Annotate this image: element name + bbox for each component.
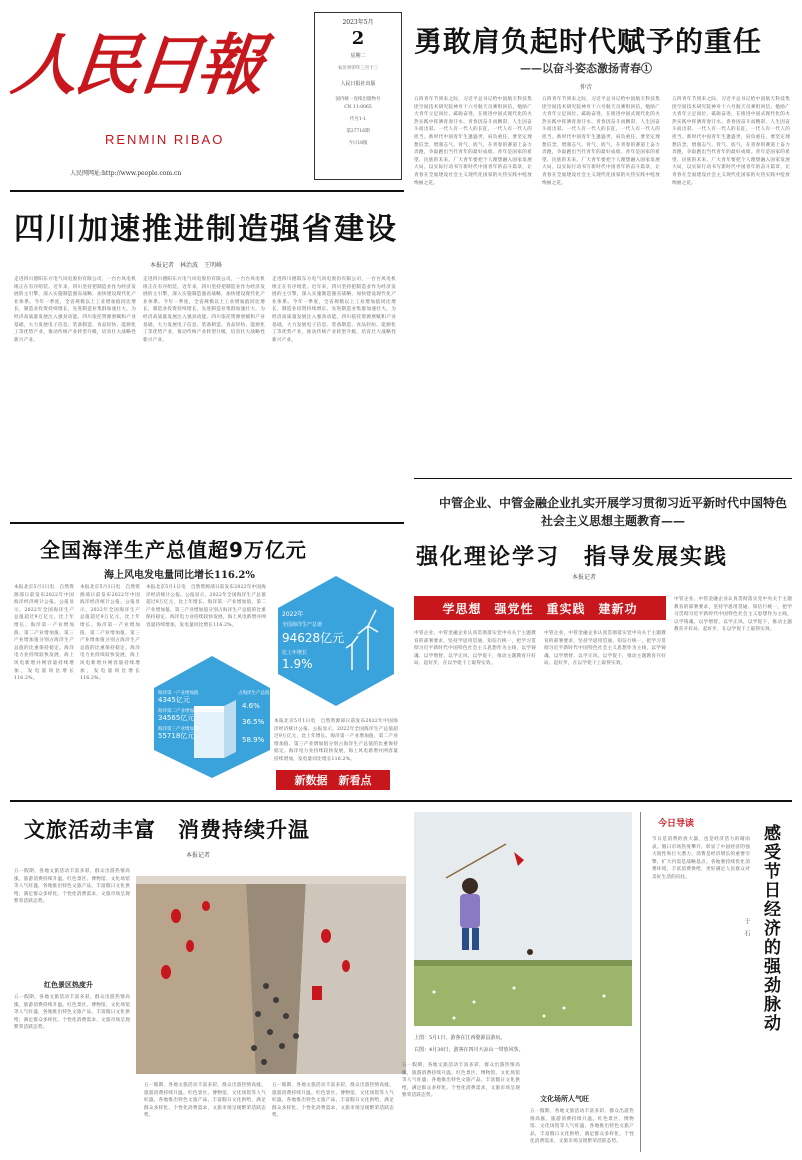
ocean-infographic — [146, 566, 398, 778]
info-share-0: 4.6% — [242, 702, 260, 710]
theory-kicker: 中管企业、中管金融企业扎实开展学习贯彻习近平新时代中国特色社会主义思想主题教育—— — [438, 496, 787, 528]
top-story-headline: 勇敢肩负起时代赋予的重任 — [414, 25, 763, 58]
issue-info-0: 农历癸卯年三月十三 — [337, 66, 379, 71]
ocean-col-2: 本报北京5月1日电 自然资源部日前发布2022年中国海洋经济统计公报。公报显示，2022年全国海洋生产总值超过9万亿元，比上年增长。海洋第一产业增加值、第二产业增加值、第三产业增加值分别占海洋生产总值的比重保持稳定。海洋电力业持续较快发展，海上风电新增并网容量持续增加，发电量同比增长116.2%。 — [80, 585, 140, 682]
top-story-col-3: 五四青年节到来之际，习近平总书记给中国航天科技集团空间技术研究院神舟十六号航天员乘组回信，勉励广大青年立足岗位、砥砺奋进，在推进中国式现代化的火热实践中挥洒青春汗水。青春因奋斗而精彩，人生因奋斗而出彩。一代人有一代人的长征，一代人有一代人的担当。新时代中国青年生逢盛世，肩负重任，要坚定理想信念，增强志气、骨气、底气，在青春的赛道上奋力奔跑，争取跑出当代青年的最好成绩。青年是国家的希望、民族的未来。广大青年要把个人理想融入国家发展大局，以实际行动书写新时代中国青年的奋斗篇章，让青春在全面建设社会主义现代化国家的火热实践中绽放绚丽之花。 — [672, 97, 790, 186]
ocean-subhead: 海上风电发电量同比增长116.2% — [104, 570, 255, 581]
ocean-headline: 全国海洋生产总值超9万亿元 — [40, 538, 307, 562]
top-story-col-2: 五四青年节到来之际，习近平总书记给中国航天科技集团空间技术研究院神舟十六号航天员乘组回信，勉励广大青年立足岗位、砥砺奋进，在推进中国式现代化的火热实践中挥洒青春汗水。青春因奋斗而精彩，人生因奋斗而出彩。一代人有一代人的长征，一代人有一代人的担当。新时代中国青年生逢盛世，肩负重任，要坚定理想信念，增强志气、骨气、底气，在青春的赛道上奋力奔跑，争取跑出当代青年的最好成绩。青年是国家的希望、民族的未来。广大青年要把个人理想融入国家发展大局，以实际行动书写新时代中国青年的奋斗篇章，让青春在全面建设社会主义现代化国家的火热实践中绽放绚丽之花。 — [542, 97, 660, 186]
photo-old-street — [136, 876, 406, 1074]
info-share-1: 36.5% — [242, 718, 265, 726]
tourism-col-2: 五一假期，各地文旅活动丰富多彩，群众出游热情高涨，旅游消费持续升温。红色景区、博物馆、文化场馆等人气旺盛，各地推出特色文旅产品，丰富假日文化供给，满足群众多样化、个性化消费需求，文旅市场呈现繁荣活跃态势。 — [144, 1083, 266, 1119]
top-story-subhead: ——以奋斗姿态激扬青春① — [520, 62, 652, 75]
sichuan-col-1: 走进四川德阳东方电气风电股份有限公司，一台台风电机组正在有序组装。近年来，四川坚持把制造业作为经济发展的主引擎，深入实施制造强省战略，加快建设现代化产业体系。今年一季度，全省规模以上工业增加值同比增长，制造业投资持续增长，先进制造业集群加速壮大，为经济高质量发展注入强劲动能。四川依托资源禀赋和产业基础，大力发展电子信息、装备制造、食品轻纺、能源化工等优势产业，推动传统产业转型升级，培育壮大战略性新兴产业。 — [14, 277, 136, 343]
masthead — [0, 0, 405, 190]
issue-weekday: 星期二 — [350, 53, 366, 59]
theory-col-1: 中管企业、中管金融企业认真贯彻落实党中央关于主题教育的部署要求，坚持学思用贯通、知信行统一，把学习贯彻习近平新时代中国特色社会主义思想作为主线，以学铸魂、以学增智、以学正风、以学促干，推动主题教育开好局、起好步，在以学促干上取得实效。 — [414, 631, 536, 667]
issue-date: 2023年5月 — [342, 19, 374, 26]
tourism-caption-1: 上图：5月1日，游客在江西婺源县游玩。 — [414, 1035, 506, 1041]
bar-stack-icon — [194, 700, 236, 758]
theory-headline: 强化理论学习 指导发展实践 — [416, 545, 729, 570]
sichuan-headline: 四川加速推进制造强省建设 — [14, 212, 398, 247]
tourism-subsection: 红色景区热度升 — [44, 980, 93, 989]
commentary-title: 感受节日经济的强劲脉动 — [760, 824, 780, 1033]
ocean-col-4: 本报北京5月1日电 自然资源部日前发布2022年中国海洋经济统计公报。公报显示，2022年全国海洋生产总值超过9万亿元，比上年增长。海洋第一产业增加值、第二产业增加值、第三产业增加值分别占海洋生产总值的比重保持稳定。海洋电力业持续较快发展，海上风电新增并网容量持续增加，发电量同比增长116.2%。 — [274, 719, 398, 762]
info-industry-0: 4345亿元 — [158, 696, 190, 704]
top-story-divider — [414, 478, 792, 479]
ocean-col-1: 本报北京5月1日电 自然资源部日前发布2022年中国海洋经济统计公报。公报显示，2022年全国海洋生产总值超过9万亿元，比上年增长。海洋第一产业增加值、第二产业增加值、第三产业增加值分别占海洋生产总值的比重保持稳定。海洋电力业持续较快发展，海上风电新增并网容量持续增加，发电量同比增长116.2%。 — [14, 585, 74, 682]
info-gdp-label: 全国海洋生产总值 — [282, 622, 323, 628]
issue-info-3: CN 11-0065 — [344, 105, 372, 110]
today-col: 节日是消费的放大器，也是经济活力的晴雨表。假日市场热度攀升，彰显了中国经济的强大韧性和巨大潜力。消费是经济增长的重要引擎，扩大内需是战略基点。各地要持续优化消费环境，丰富消费供给，更好满足人民群众对美好生活的向往。 — [652, 837, 750, 880]
issue-info-1: 人民日报社出版 — [340, 81, 376, 87]
info-gdp-value: 94628亿元 — [282, 631, 345, 645]
divider-sichuan — [10, 522, 404, 524]
tourism-col-1b: 五一假期，各地文旅活动丰富多彩，群众出游热情高涨，旅游消费持续升温。红色景区、博物馆、文化场馆等人气旺盛，各地推出特色文旅产品，丰富假日文化供给，满足群众多样化、个性化消费需求，文旅市场呈现繁荣活跃态势。 — [14, 995, 130, 1031]
masthead-website: 人民网网址:http://www.people.com.cn — [70, 170, 182, 177]
theory-byline: 本报记者 — [572, 574, 597, 581]
tourism-col-3: 五一假期，各地文旅活动丰富多彩，群众出游热情高涨，旅游消费持续升温。红色景区、博物馆、文化场馆等人气旺盛，各地推出特色文旅产品，丰富假日文化供给，满足群众多样化、个性化消费需求，文旅市场呈现繁荣活跃态势。 — [272, 1083, 394, 1119]
info-growth-value: 1.9% — [282, 657, 313, 671]
today-title: 今日导读 — [658, 819, 695, 829]
tourism-byline: 本报记者 — [186, 852, 211, 859]
commentary-byline: 于 石 — [743, 918, 750, 936]
info-legend-0: 海洋第一产业增加值 — [158, 691, 199, 696]
tourism-subsection-2: 文化场所人气旺 — [540, 1094, 589, 1103]
ocean-col-3: 本报北京5月1日电 自然资源部日前发布2022年中国海洋经济统计公报。公报显示，2022年全国海洋生产总值超过9万亿元，比上年增长。海洋第一产业增加值、第二产业增加值、第三产业增加值分别占海洋生产总值的比重保持稳定。海洋电力业持续较快发展，海上风电新增并网容量持续增加，发电量同比增长116.2%。 — [146, 585, 266, 628]
top-story-col-1: 五四青年节到来之际，习近平总书记给中国航天科技集团空间技术研究院神舟十六号航天员乘组回信，勉励广大青年立足岗位、砥砺奋进，在推进中国式现代化的火热实践中挥洒青春汗水。青春因奋斗而精彩，人生因奋斗而出彩。一代人有一代人的长征，一代人有一代人的担当。新时代中国青年生逢盛世，肩负重任，要坚定理想信念，增强志气、骨气、底气，在青春的赛道上奋力奔跑，争取跑出当代青年的最好成绩。青年是国家的希望、民族的未来。广大青年要把个人理想融入国家发展大局，以实际行动书写新时代中国青年的奋斗篇章，让青春在全面建设社会主义现代化国家的火热实践中绽放绚丽之花。 — [414, 97, 532, 186]
issue-info-2: 国内统一连续出版物号 — [335, 97, 381, 102]
issue-info-6: 今日16版 — [348, 141, 368, 146]
sichuan-byline: 本报记者 林治波 王明峰 — [150, 262, 223, 269]
theory-col-3: 中管企业、中管金融企业认真贯彻落实党中央关于主题教育的部署要求，坚持学思用贯通、知信行统一，把学习贯彻习近平新时代中国特色社会主义思想作为主线，以学铸魂、以学增智、以学正风、以学促干，推动主题教育开好局、起好步，在以学促干上取得实效。 — [674, 597, 792, 633]
info-industry-2: 55718亿元 — [158, 732, 195, 740]
info-legend-1: 海洋第二产业增加值 — [158, 709, 199, 714]
info-year: 2022年 — [282, 611, 304, 618]
top-story-byline: 仲音 — [580, 84, 593, 91]
info-shares-label: 占海洋生产总值 — [238, 691, 270, 696]
sichuan-col-2: 走进四川德阳东方电气风电股份有限公司，一台台风电机组正在有序组装。近年来，四川坚持把制造业作为经济发展的主引擎，深入实施制造强省战略，加快建设现代化产业体系。今年一季度，全省规模以上工业增加值同比增长，制造业投资持续增长，先进制造业集群加速壮大，为经济高质量发展注入强劲动能。四川依托资源禀赋和产业基础，大力发展电子信息、装备制造、食品轻纺、能源化工等优势产业，推动传统产业转型升级，培育壮大战略性新兴产业。 — [143, 277, 265, 343]
info-industry-1: 34565亿元 — [158, 714, 195, 722]
issue-day: 2 — [351, 28, 365, 49]
issue-info-5: 第27716期 — [346, 129, 370, 134]
theory-banner: 学思想 强党性 重实践 建新功 — [414, 596, 666, 620]
photo-kite — [414, 812, 632, 1026]
sichuan-col-3: 走进四川德阳东方电气风电股份有限公司，一台台风电机组正在有序组装。近年来，四川坚持把制造业作为经济发展的主引擎，深入实施制造强省战略，加快建设现代化产业体系。今年一季度，全省规模以上工业增加值同比增长，制造业投资持续增长，先进制造业集群加速壮大，为经济高质量发展注入强劲动能。四川依托资源禀赋和产业基础，大力发展电子信息、装备制造、食品轻纺、能源化工等优势产业，推动传统产业转型升级，培育壮大战略性新兴产业。 — [272, 277, 396, 343]
masthead-date-box — [314, 12, 402, 180]
masthead-romanized: RENMIN RIBAO — [105, 132, 225, 147]
theory-col-2: 中管企业、中管金融企业认真贯彻落实党中央关于主题教育的部署要求，坚持学思用贯通、知信行统一，把学习贯彻习近平新时代中国特色社会主义思想作为主线，以学铸魂、以学增智、以学正风、以学促干，推动主题教育开好局、起好步，在以学促干上取得实效。 — [544, 631, 666, 667]
info-growth-label: 比上年增长 — [282, 650, 308, 656]
divider-lower — [10, 800, 792, 802]
divider-today — [640, 812, 641, 1152]
tourism-caption-2: 右图：4月30日，游客在四川大凉山一带放风筝。 — [414, 1047, 524, 1053]
tourism-headline: 文旅活动丰富 消费持续升温 — [24, 818, 310, 842]
info-legend-2: 海洋第三产业增加值 — [158, 727, 199, 732]
tourism-col-1: 五一假期，各地文旅活动丰富多彩，群众出游热情高涨，旅游消费持续升温。红色景区、博物馆、文化场馆等人气旺盛，各地推出特色文旅产品，丰富假日文化供给，满足群众多样化、个性化消费需求，文旅市场呈现繁荣活跃态势。 — [14, 869, 130, 905]
info-share-2: 58.9% — [242, 736, 265, 744]
tourism-col-4: 五一假期，各地文旅活动丰富多彩，群众出游热情高涨，旅游消费持续升温。红色景区、博物馆、文化场馆等人气旺盛，各地推出特色文旅产品，丰富假日文化供给，满足群众多样化、个性化消费需求，文旅市场呈现繁荣活跃态势。 — [402, 1063, 520, 1099]
divider-masthead — [10, 190, 404, 192]
tourism-col-5: 五一假期，各地文旅活动丰富多彩，群众出游热情高涨，旅游消费持续升温。红色景区、博物馆、文化场馆等人气旺盛，各地推出特色文旅产品，丰富假日文化供给，满足群众多样化、个性化消费需求，文旅市场呈现繁荣活跃态势。 — [530, 1109, 634, 1145]
issue-info-4: 代号1-1 — [349, 117, 367, 122]
masthead-logo: 人民日報 — [7, 26, 265, 104]
ocean-badge: 新数据 新看点 — [276, 770, 390, 790]
